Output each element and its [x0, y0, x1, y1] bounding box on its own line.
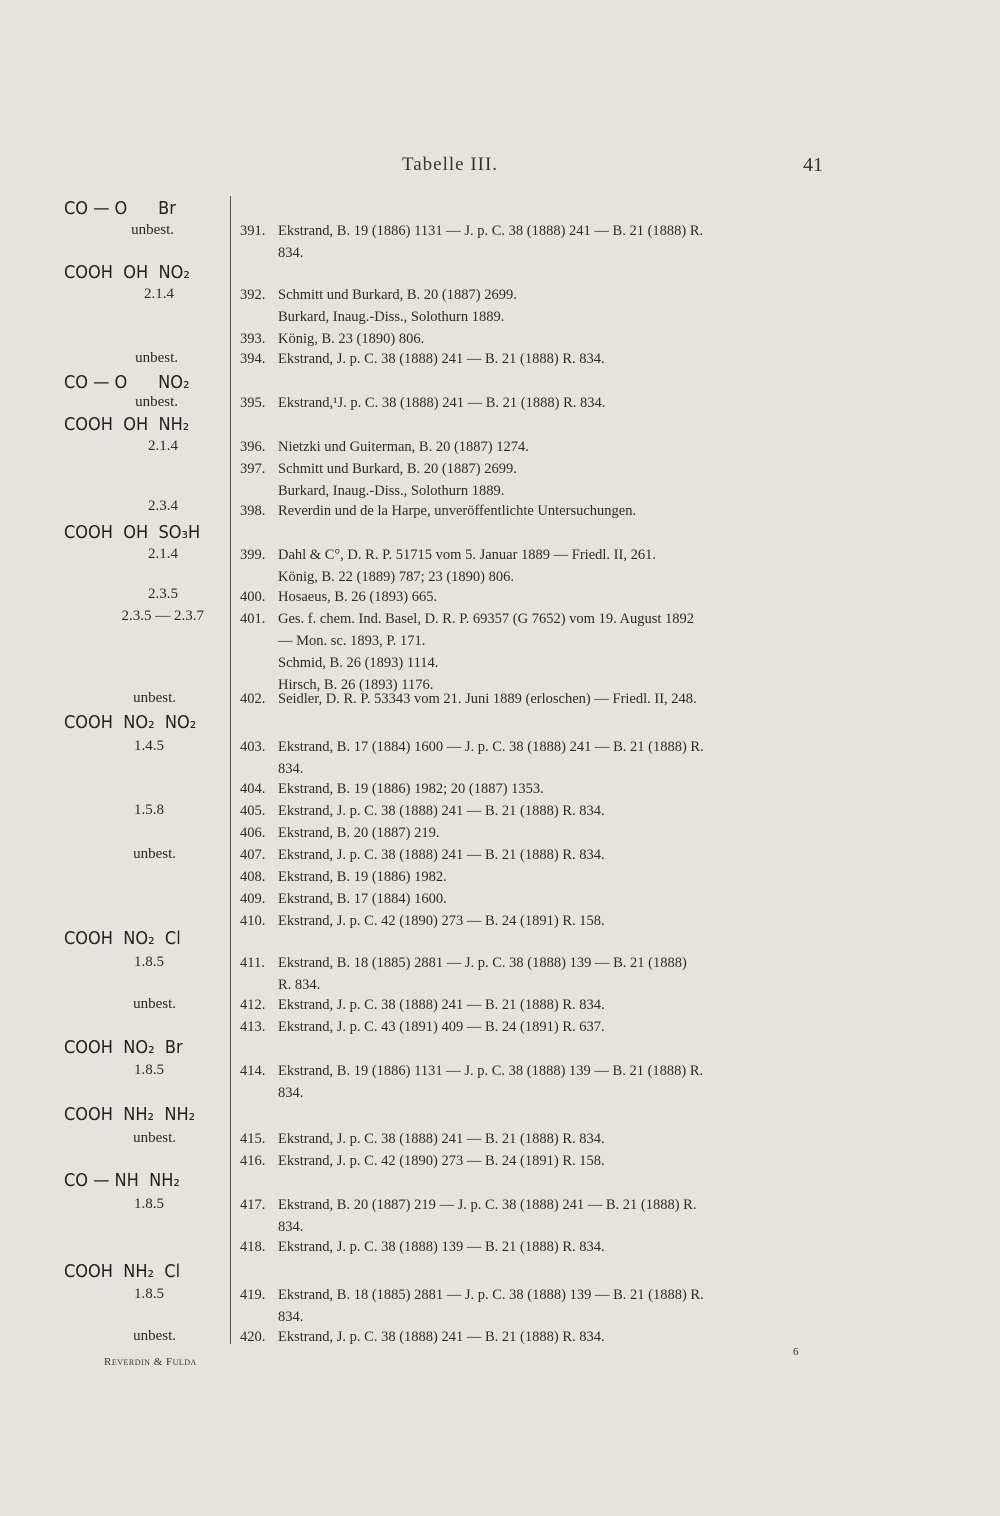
position-label: unbest.	[131, 222, 174, 238]
position-label: 1.4.5	[134, 738, 164, 754]
group-header: COOH NO₂ Cl	[64, 928, 181, 949]
reference-entry: 409. Ekstrand, B. 17 (1884) 1600.	[240, 891, 447, 907]
reference-entry: 416. Ekstrand, J. p. C. 42 (1890) 273 — B. 24 (1891) R. 158.	[240, 1153, 605, 1169]
position-label: 2.1.4	[148, 546, 178, 562]
position-label: unbest.	[133, 690, 176, 706]
reference-entry: 411. Ekstrand, B. 18 (1885) 2881 — J. p. C. 38 (1888) 139 — B. 21 (1888) R. 834.	[240, 955, 687, 993]
position-label: unbest.	[135, 394, 178, 410]
reference-entry: 406. Ekstrand, B. 20 (1887) 219.	[240, 825, 440, 841]
reference-entry: 394. Ekstrand, J. p. C. 38 (1888) 241 — B. 21 (1888) R. 834.	[240, 351, 605, 367]
reference-entry: 419. Ekstrand, B. 18 (1885) 2881 — J. p. C. 38 (1888) 139 — B. 21 (1888) R. 834.	[240, 1287, 704, 1325]
position-label: 2.3.4	[148, 498, 178, 514]
position-label: unbest.	[133, 996, 176, 1012]
group-header: COOH NH₂ NH₂	[64, 1104, 196, 1125]
publisher-footer: Reverdin & Fulda	[104, 1356, 197, 1368]
reference-entry: 404. Ekstrand, B. 19 (1886) 1982; 20 (1887) 1353.	[240, 781, 544, 797]
reference-entry: 400. Hosaeus, B. 26 (1893) 665.	[240, 589, 438, 605]
reference-entry: 414. Ekstrand, B. 19 (1886) 1131 — J. p. C. 38 (1888) 139 — B. 21 (1888) R. 834.	[240, 1063, 704, 1101]
reference-entry: 403. Ekstrand, B. 17 (1884) 1600 — J. p. C. 38 (1888) 241 — B. 21 (1888) R. 834.	[240, 739, 704, 777]
group-header: CO — NH NH₂	[64, 1170, 180, 1191]
position-label: unbest.	[135, 350, 178, 366]
reference-entry: 392. Schmitt und Burkard, B. 20 (1887) 2699. Burkard, Inaug.-Diss., Solothurn 1889.	[240, 287, 517, 325]
reference-entry: 396. Nietzki und Guiterman, B. 20 (1887) 1274.	[240, 439, 529, 455]
group-header: COOH OH NO₂	[64, 262, 190, 283]
reference-entry: 410. Ekstrand, J. p. C. 42 (1890) 273 — B. 24 (1891) R. 158.	[240, 913, 605, 929]
position-label: 1.8.5	[134, 1062, 164, 1078]
reference-entry: 399. Dahl & C°, D. R. P. 51715 vom 5. Januar 1889 — Friedl. II, 261. König, B. 22 (1889) 787; 23 (1890) 806.	[240, 547, 656, 585]
group-header: COOH NO₂ Br	[64, 1037, 183, 1058]
reference-entry: 415. Ekstrand, J. p. C. 38 (1888) 241 — B. 21 (1888) R. 834.	[240, 1131, 605, 1147]
position-label: 1.5.8	[134, 802, 164, 818]
reference-entry: 417. Ekstrand, B. 20 (1887) 219 — J. p. C. 38 (1888) 241 — B. 21 (1888) R. 834.	[240, 1197, 697, 1235]
group-header: COOH NH₂ Cl	[64, 1261, 181, 1282]
reference-entry: 397. Schmitt und Burkard, B. 20 (1887) 2699. Burkard, Inaug.-Diss., Solothurn 1889.	[240, 461, 517, 499]
reference-entry: 418. Ekstrand, J. p. C. 38 (1888) 139 — B. 21 (1888) R. 834.	[240, 1239, 605, 1255]
reference-entry: 398. Reverdin und de la Harpe, unveröffentlichte Untersuchungen.	[240, 503, 637, 519]
reference-entry: 393. König, B. 23 (1890) 806.	[240, 331, 425, 347]
position-label: unbest.	[133, 1328, 176, 1344]
reference-entry: 402. Seidler, D. R. P. 53343 vom 21. Juni 1889 (erloschen) — Friedl. II, 248.	[240, 691, 697, 707]
reference-entry: 408. Ekstrand, B. 19 (1886) 1982.	[240, 869, 447, 885]
page-number: 41	[803, 154, 823, 176]
position-label: 1.8.5	[134, 1286, 164, 1302]
reference-entry: 420. Ekstrand, J. p. C. 38 (1888) 241 — B. 21 (1888) R. 834.	[240, 1329, 605, 1345]
position-label: unbest.	[133, 1130, 176, 1146]
group-header: CO — O Br	[64, 198, 176, 219]
reference-entry: 407. Ekstrand, J. p. C. 38 (1888) 241 — B. 21 (1888) R. 834.	[240, 847, 605, 863]
reference-entry: 395. Ekstrand,¹J. p. C. 38 (1888) 241 — B. 21 (1888) R. 834.	[240, 395, 606, 411]
group-header: COOH NO₂ NO₂	[64, 712, 197, 733]
group-header: COOH OH SO₃H	[64, 522, 201, 543]
position-label: 2.1.4	[144, 286, 174, 302]
position-label: 1.8.5	[134, 954, 164, 970]
reference-entry: 413. Ekstrand, J. p. C. 43 (1891) 409 — B. 24 (1891) R. 637.	[240, 1019, 605, 1035]
position-label: 2.3.5	[148, 586, 178, 602]
reference-entry: 412. Ekstrand, J. p. C. 38 (1888) 241 — B. 21 (1888) R. 834.	[240, 997, 605, 1013]
group-header: CO — O NO₂	[64, 372, 190, 393]
position-label: unbest.	[133, 846, 176, 862]
reference-entry: 405. Ekstrand, J. p. C. 38 (1888) 241 — B. 21 (1888) R. 834.	[240, 803, 605, 819]
signature-mark: 6	[793, 1346, 799, 1358]
position-label: 2.1.4	[148, 438, 178, 454]
reference-entry: 391. Ekstrand, B. 19 (1886) 1131 — J. p. C. 38 (1888) 241 — B. 21 (1888) R. 834.	[240, 223, 704, 261]
position-label: 2.3.5 — 2.3.7	[121, 608, 204, 624]
group-header: COOH OH NH₂	[64, 414, 190, 435]
reference-entry: 401. Ges. f. chem. Ind. Basel, D. R. P. 69357 (G 7652) vom 19. August 1892 — Mon. sc. 1893, P. 171. Schmid, B. 26 (1893) 1114. Hirsch, B. 26 (1893) 1176.	[240, 611, 695, 693]
page-title: Tabelle III.	[401, 154, 499, 175]
position-label: 1.8.5	[134, 1196, 164, 1212]
